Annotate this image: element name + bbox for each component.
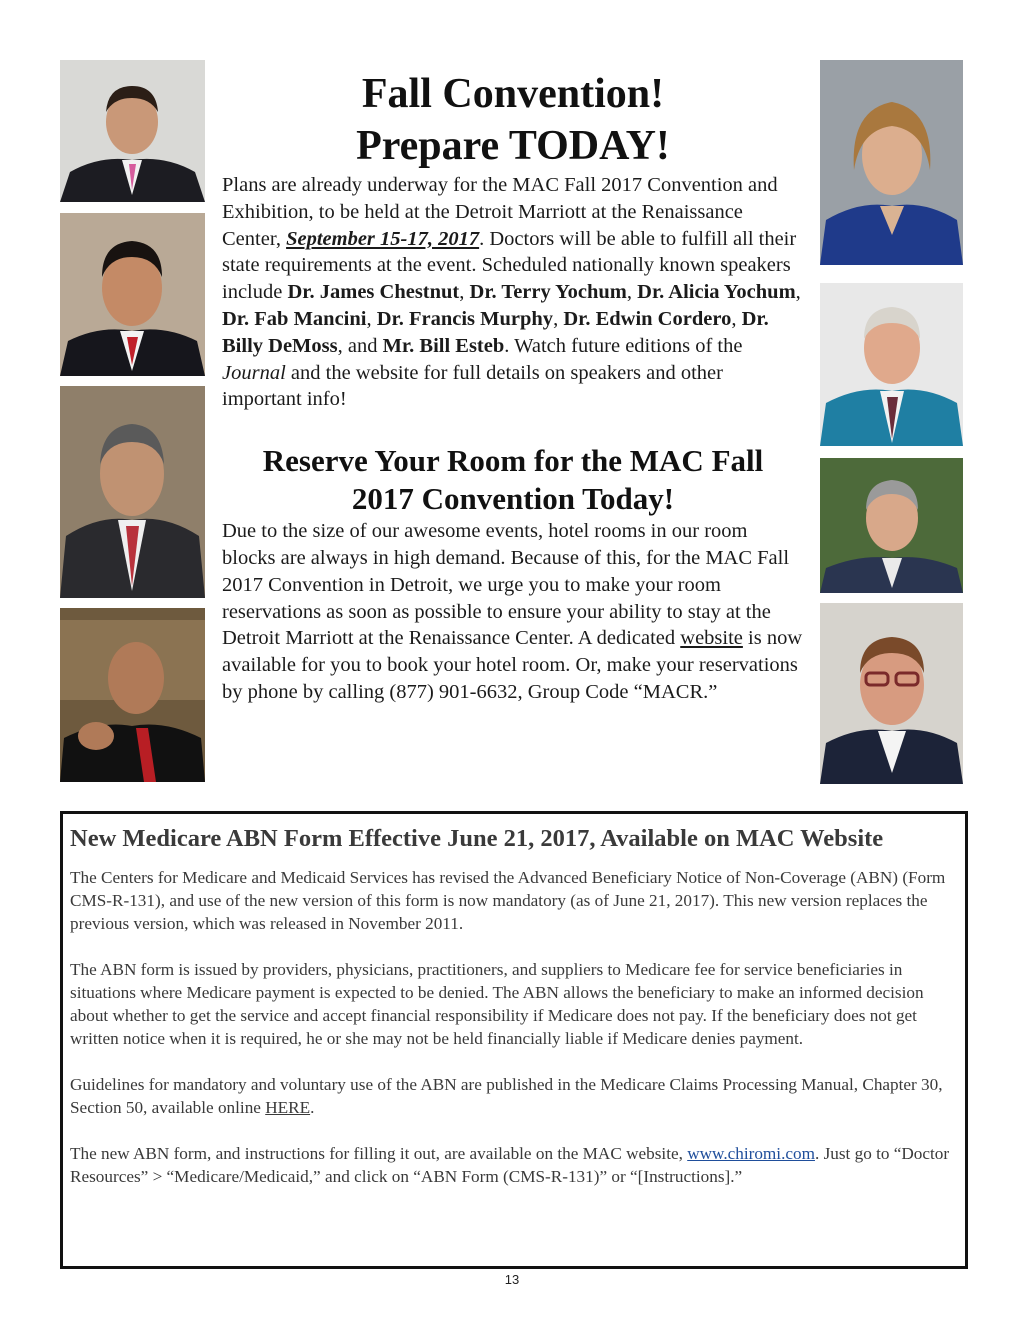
speaker-name: Dr. Francis Murphy	[376, 307, 554, 330]
abn-heading: New Medicare ABN Form Effective June 21, 2017, Available on MAC Website	[70, 825, 884, 852]
page-number: 13	[504, 1272, 520, 1287]
speaker-photo-left-1	[60, 60, 205, 202]
here-link[interactable]: HERE	[265, 1098, 311, 1117]
reserve-paragraph: Due to the size of our awesome events, hotel rooms in our room blocks are always in high demand. Because of this, for the MAC Fall 2017 Convention in Detroit, we urge you to make your room reservations as soon as possible to ensure your ability to stay at the Detroit Marriott at the Renaissance Center. A dedicated website is now available for you to book your hotel room. Or, make your reservations by phone by calling (877) 901-6632, Group Code “MACR.”	[222, 520, 803, 703]
speaker-name: Dr. Alicia Yochum	[637, 281, 796, 304]
speaker-name: Dr. Fab Mancini	[222, 307, 367, 330]
intro-paragraph: Plans are already underway for the MAC Fall 2017 Convention and Exhibition, to be held at the Detroit Marriott at the Renaissance Center, September 15-17, 2017. Doctors will be able to fulfill all their state requirements at the event. Scheduled nationally known speakers include Dr. James Chestnut, Dr. Terry Yochum, Dr. Alicia Yochum, Dr. Fab Mancini, Dr. Francis Murphy, Dr. Edwin Cordero, Dr. Billy DeMoss, and Mr. Bill Esteb. Watch future editions of the Journal and the website for full details on speakers and other important info!	[222, 174, 801, 411]
title-line-1: Fall Convention!	[361, 71, 665, 117]
abn-paragraph-4: The new ABN form, and instructions for filling it out, are available on the MAC website, www.chiromi.com. Just go to “Doctor Resources” > “Medicare/Medicaid,” and click on “ABN Form (CMS-R-131)” or “[Instructions].”	[70, 1144, 950, 1186]
speaker-photo-left-4	[60, 608, 205, 782]
speaker-name: Dr. James Chestnut	[287, 281, 460, 304]
chiromi-link[interactable]: www.chiromi.com	[687, 1144, 815, 1163]
speaker-name: Dr. Terry Yochum	[469, 281, 627, 304]
speaker-name: Mr. Bill Esteb	[382, 334, 505, 357]
title-line-2: Prepare TODAY!	[356, 123, 670, 169]
website-link[interactable]: website	[680, 627, 743, 650]
page-title	[222, 68, 804, 172]
abn-paragraph-1: The Centers for Medicare and Medicaid Services has revised the Advanced Beneficiary Notice of Non-Coverage (ABN) (Form CMS-R-131), and use of the new version of this form is now mandatory (as of June 21, 2017). This new version replaces the previous version, which was released in November 2011.	[70, 868, 946, 933]
abn-paragraph-2: The ABN form is issued by providers, physicians, practitioners, and suppliers to Medicare fee for service beneficiaries in situations where Medicare payment is expected to be denied. The ABN allows the beneficiary to make an informed decision about whether to get the service and accept financial responsibility if Medicare does not pay. If the beneficiary does not get written notice when it is required, he or she may not be held financially liable if Medicare denies payment.	[70, 960, 924, 1048]
abn-paragraph-3: Guidelines for mandatory and voluntary use of the ABN are published in the Medicare Claims Processing Manual, Chapter 30, Section 50, available online HERE.	[70, 1075, 943, 1117]
speaker-photo-right-4	[820, 603, 963, 784]
speaker-name: Dr. Edwin Cordero	[563, 307, 732, 330]
convention-article	[222, 68, 804, 706]
speaker-photo-right-1	[820, 60, 963, 265]
speaker-photo-left-3	[60, 386, 205, 598]
speaker-photo-left-2	[60, 213, 205, 376]
convention-dates: September 15-17, 2017	[286, 227, 480, 250]
speaker-photo-right-2	[820, 283, 963, 446]
speaker-photo-right-3	[820, 458, 963, 593]
reserve-heading: Reserve Your Room for the MAC Fall 2017 Convention Today!	[262, 443, 764, 517]
abn-notice-box	[60, 811, 968, 1269]
speaker-name: Dr. Billy DeMoss	[222, 307, 769, 357]
journal-title: Journal	[222, 361, 286, 384]
